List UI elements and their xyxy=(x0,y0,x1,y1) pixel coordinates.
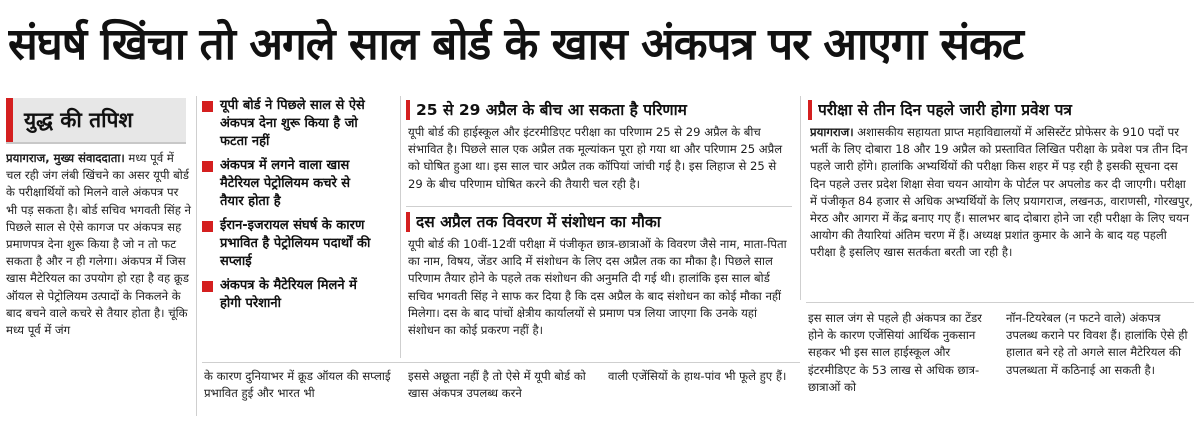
continuation-text-1: के कारण दुनियाभर में क्रूड ऑयल की सप्लाई प्रभावित हुई और भारत भी xyxy=(204,369,391,401)
admit-text xyxy=(810,124,1194,262)
admit-story xyxy=(810,124,1194,296)
admit-dateline: प्रयागराज। xyxy=(810,125,854,139)
admit-body: अशासकीय सहायता प्राप्त महाविद्यालयों में असिस्टेंट प्रोफेसर के 910 पदों पर भर्ती के लिए दोबारा 18 और 19 अप्रैल को प्रस्तावित लिखित परीक्षा के प्रवेश पत्र तीन दिन पहले जारी होंगे। हालांकि अभ्यर्थियों की परीक्षा किस शहर में पड़ रही है इसकी सूचना दस दिन पहले उत्तर प्रदेश शिक्षा सेवा चयन आयोग के पोर्टल पर अपलोड कर दी जाएगी। परीक्षा में पंजीकृत 84 हजार से अधिक अभ्यर्थियों के लिए प्रयागराज, लखनऊ, वाराणसी, गोरखपुर, मेरठ और आगरा में केंद्र बनाए गए हैं। सालभर बाद दोबारा होने जा रही परीक्षा के लिए चयन आयोग की तैयारियां अंतिम चरण में हैं। अध्यक्ष प्रशांत कुमार के आने के बाद यह पहली परीक्षा है इसलिए खास सतर्कता बरती जा रही है। xyxy=(810,125,1193,260)
lead-story xyxy=(6,150,192,416)
bullet-square xyxy=(202,221,213,232)
divider-h3 xyxy=(202,362,800,363)
continuation-col-3 xyxy=(608,368,794,418)
lead-body: मध्य पूर्व में चल रही जंग लंबी खिंचने का असर यूपी बोर्ड के परीक्षार्थियों को मिलने वाले अंकपत्र पर भी पड़ सकता है। बोर्ड सचिव भगवती सिंह ने पिछले साल से ऐसे कागज पर अंकपत्र सह प्रमाणपत्र देना शुरू किया है जो न तो फट सकता है और न ही गलेगा। अंकपत्र में जिस खास मैटेरियल का उपयोग हो रहा है वह क्रूड ऑयल से पेट्रोलियम उत्पादों के निकलने के बाद बचने वाले कचरे से तैयार होता है। चूंकि मध्य पूर्व में जंग xyxy=(6,151,191,338)
divider-h2 xyxy=(806,302,1194,303)
continuation-col-5 xyxy=(1006,310,1194,418)
continuation-text-4: इस साल जंग से पहले ही अंकपत्र का टेंडर होने के कारण एजेंसियां आर्थिक नुकसान सहकर भी इस साल हाईस्कूल और इंटरमीडिएट के 53 लाख से अधिक छात्र-छात्राओं को xyxy=(808,311,982,394)
continuation-col-2 xyxy=(408,368,594,418)
admit-heading: परीक्षा से तीन दिन पहले जारी होगा प्रवेश पत्र xyxy=(818,101,1072,119)
section-tag xyxy=(6,98,186,144)
divider-2 xyxy=(400,96,401,358)
headline: संघर्ष खिंचा तो अगले साल बोर्ड के खास अंकपत्र पर आएगा संकट xyxy=(8,19,1023,70)
correction-heading-bar xyxy=(406,212,410,232)
continuation-text-2: इससे अछूता नहीं है तो ऐसे में यूपी बोर्ड को खास अंकपत्र उपलब्ध करने xyxy=(408,369,586,401)
highlight-item xyxy=(202,157,374,211)
highlight-text: अंकपत्र के मैटेरियल मिलने में होगी परेशानी xyxy=(220,278,357,311)
lead-text xyxy=(6,150,192,339)
result-heading: 25 से 29 अप्रैल के बीच आ सकता है परिणाम xyxy=(416,101,687,119)
bullet-square xyxy=(202,281,213,292)
result-body: यूपी बोर्ड की हाईस्कूल और इंटरमीडिएट परीक्षा का परिणाम 25 से 29 अप्रैल के बीच संभावित है। पिछले साल एक अप्रैल तक मूल्यांकन पूरा हो गया था और परिणाम 25 अप्रैल को घोषित हुआ था। इस साल चार अप्रैल तक कॉपियां जांची गई है। इस लिहाज से 25 से 29 के बीच परिणाम घोषित करने की तैयारी चल रही है। xyxy=(408,125,783,191)
admit-heading-bar xyxy=(808,100,812,120)
tag-red-bar xyxy=(6,98,13,142)
continuation-col-4 xyxy=(808,310,998,418)
divider-3 xyxy=(800,96,801,300)
bullet-square xyxy=(202,101,213,112)
highlight-item xyxy=(202,217,374,271)
result-story xyxy=(408,124,792,204)
continuation-col-1 xyxy=(204,368,392,418)
correction-body: यूपी बोर्ड की 10वीं-12वीं परीक्षा में पंजीकृत छात्र-छात्राओं के विवरण जैसे नाम, माता-पिता का नाम, विषय, जेंडर आदि में संशोधन के लिए दस अप्रैल तक का मौका है। पिछले साल परिणाम तैयार होने के पहले तक संशोधन की अनुमति दी गई थी। हालांकि इस साल बोर्ड सचिव भगवती सिंह ने साफ कर दिया है कि दस अप्रैल के बाद संशोधन का कोई मौका नहीं मिलेगा। दस के बाद पांचों क्षेत्रीय कार्यालयों से प्रमाण पत्र लिया जाएगा कि उनके यहां संशोधन का कोई प्रकरण नहीं है। xyxy=(408,237,787,338)
continuation-text-5: नॉन-टियरेबल (न फटने वाले) अंकपत्र उपलब्ध कराने पर विवश हैं। हालांकि ऐसे ही हालात बने रहे तो अगले साल मैटेरियल की उपलब्धता में कठिनाई आ सकती है। xyxy=(1006,311,1188,377)
bullet-square xyxy=(202,161,213,172)
divider-1 xyxy=(196,96,197,416)
tag-label: युद्ध की तपिश xyxy=(24,108,133,132)
highlight-text: ईरान-इजरायल संघर्ष के कारण प्रभावित है पेट्रोलियम पदार्थों की सप्लाई xyxy=(220,218,371,269)
highlight-item xyxy=(202,277,374,313)
result-heading-bar xyxy=(406,100,410,120)
highlights xyxy=(202,97,374,319)
divider-h1 xyxy=(406,206,792,207)
highlight-item xyxy=(202,97,374,151)
continuation-text-3: वाली एजेंसियों के हाथ-पांव भी फूले हुए हैं। xyxy=(608,369,787,383)
highlight-text: अंकपत्र में लगने वाला खास मैटेरियल पेट्रोलियम कचरे से तैयार होता है xyxy=(220,158,351,209)
lead-dateline: प्रयागराज, मुख्य संवाददाता। xyxy=(6,151,125,165)
correction-story xyxy=(408,236,792,354)
highlight-text: यूपी बोर्ड ने पिछले साल से ऐसे अंकपत्र देना शुरू किया है जो फटता नहीं xyxy=(220,98,365,149)
correction-heading: दस अप्रैल तक विवरण में संशोधन का मौका xyxy=(416,213,661,231)
